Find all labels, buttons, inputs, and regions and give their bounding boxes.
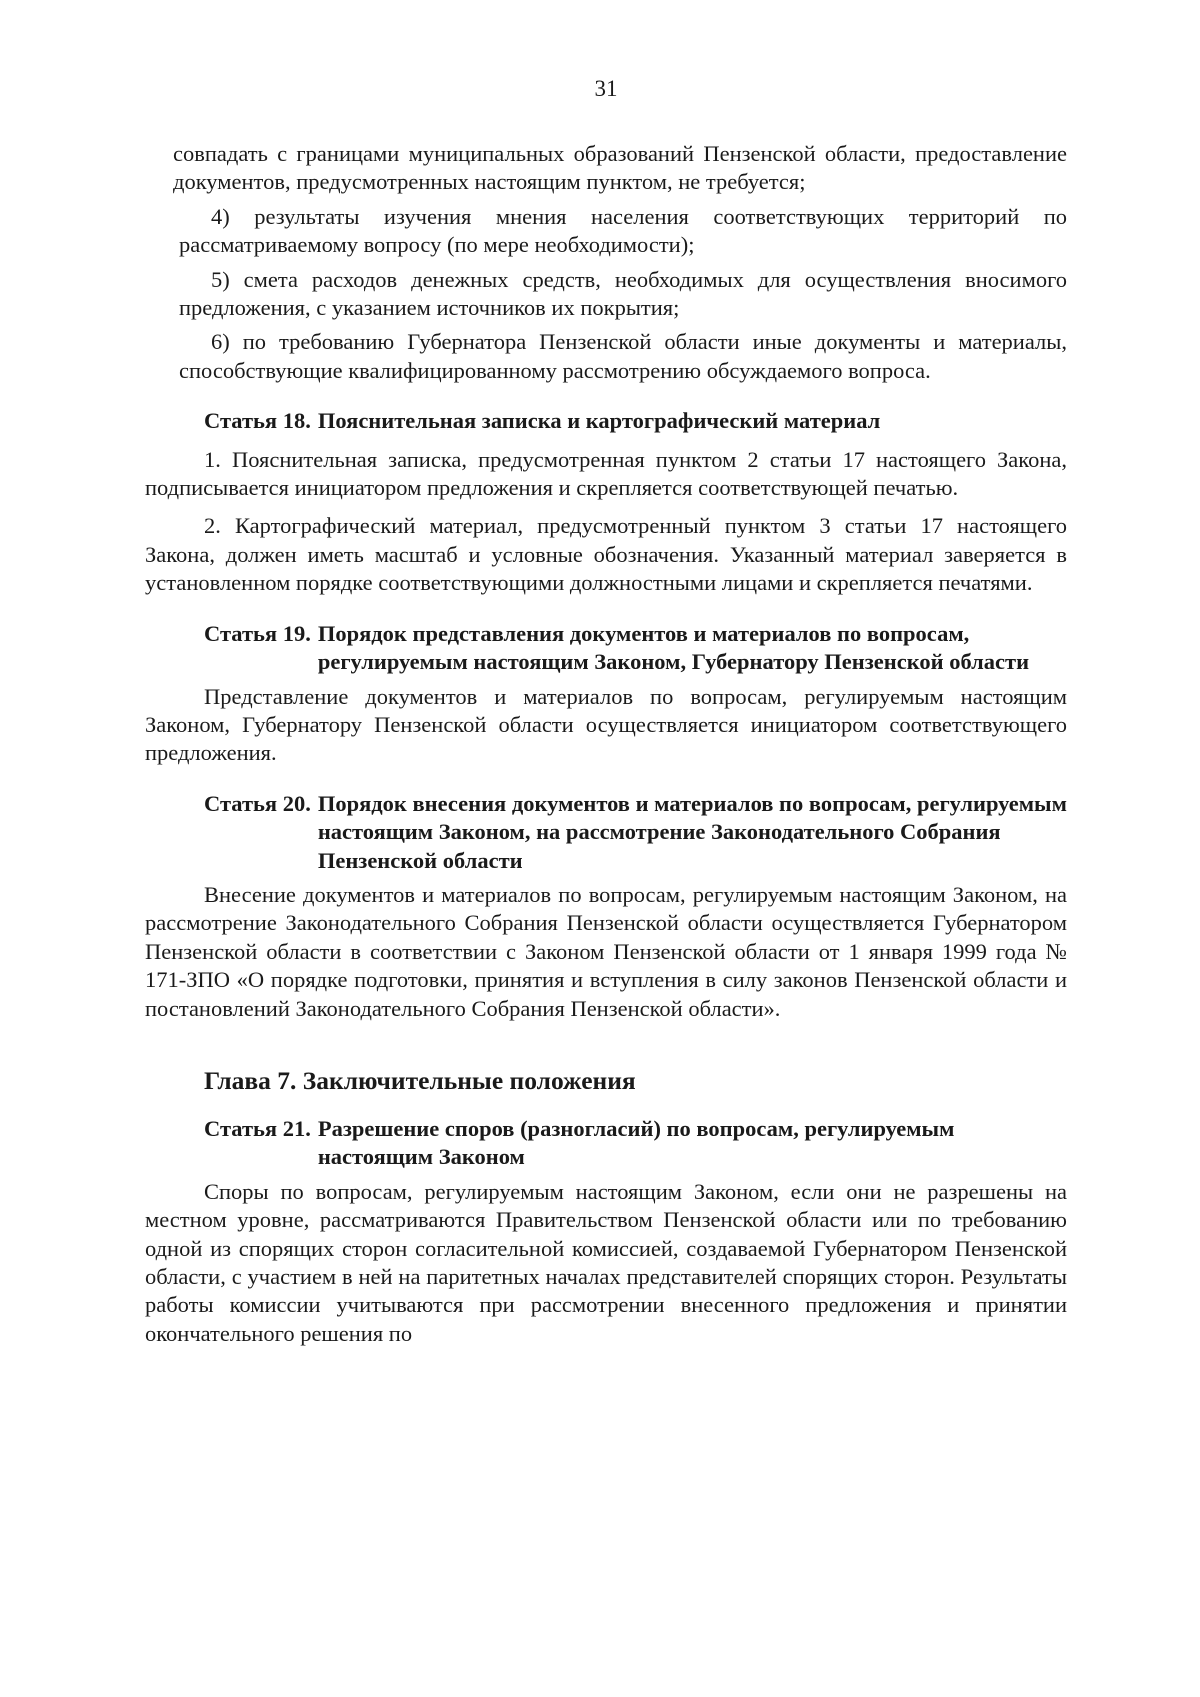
article-20-number: Статья 20.	[204, 790, 311, 816]
article-20-title: Порядок внесения документов и материалов по вопросам, регулируемым настоящим Законом, на рассмотрение Законодательного Собрания Пензенской области	[317, 790, 1067, 873]
article-21-paragraph-1: Споры по вопросам, регулируемым настоящим Законом, если они не разрешены на местном уровне, рассматриваются Правительством Пензенской области или по требованию одной из спорящих сторон согласительной комиссией, создаваемой Губернатором Пензенской области, с участием в ней на паритетных началах представителей спорящих сторон. Результаты работы комиссии учитываются при рассмотрении внесенного предложения и принятии окончательного решения по	[145, 1178, 1067, 1346]
article-18-number: Статья 18.	[204, 408, 311, 434]
list-item-6: 6) по требованию Губернатора Пензенской области иные документы и материалы, способствующие квалифицированному рассмотрению обсуждаемого вопроса.	[179, 329, 1067, 383]
article-18-paragraph-1: 1. Пояснительная записка, предусмотренная пунктом 2 статьи 17 настоящего Закона, подписывается инициатором предложения и скрепляется соответствующей печатью.	[145, 446, 1067, 501]
page-number: 31	[594, 76, 618, 101]
article-19-paragraph-1: Представление документов и материалов по вопросам, регулируемым настоящим Законом, Губернатору Пензенской области осуществляется инициатором соответствующего предложения.	[145, 683, 1067, 766]
article-21-number: Статья 21.	[204, 1115, 311, 1141]
article-19-number: Статья 19.	[204, 620, 311, 646]
article-19-heading	[145, 620, 1067, 677]
article-19-title: Порядок представления документов и материалов по вопросам, регулируемым настоящим Законом, Губернатору Пензенской области	[317, 620, 1030, 675]
intro-paragraph: совпадать с границами муниципальных образований Пензенской области, предоставление документов, предусмотренных настоящим пунктом, не требуется;	[173, 141, 1067, 195]
article-20-heading	[145, 790, 1067, 875]
article-20-paragraph-1: Внесение документов и материалов по вопросам, регулируемым настоящим Законом, на рассмотрение Законодательного Собрания Пензенской области осуществляется Губернатором Пензенской области в соответствии с Законом Пензенской области от 1 января 1999 года № 171-ЗПО «О порядке подготовки, принятия и вступления в силу законов Пензенской области и постановлений Законодательного Собрания Пензенской области».	[145, 881, 1067, 1021]
article-18-title: Пояснительная записка и картографический материал	[317, 408, 881, 434]
list-item-5: 5) смета расходов денежных средств, необходимых для осуществления вносимого предложения, с указанием источников их покрытия;	[179, 266, 1067, 321]
article-21-heading	[145, 1115, 1067, 1172]
chapter-7-title: Глава 7. Заключительные положения	[204, 1065, 636, 1095]
article-21-title: Разрешение споров (разногласий) по вопросам, регулируемым настоящим Законом	[317, 1115, 955, 1170]
document-page	[145, 0, 1067, 1348]
list-item-4: 4) результаты изучения мнения населения соответствующих территорий по рассматриваемому вопросу (по мере необходимости);	[179, 203, 1067, 258]
article-18-paragraph-2: 2. Картографический материал, предусмотренный пунктом 3 статьи 17 настоящего Закона, должен иметь масштаб и условные обозначения. Указанный материал заверяется в установленном порядке соответствующими должностными лицами и скрепляется печатями.	[145, 513, 1067, 596]
article-18-heading	[145, 407, 1067, 435]
